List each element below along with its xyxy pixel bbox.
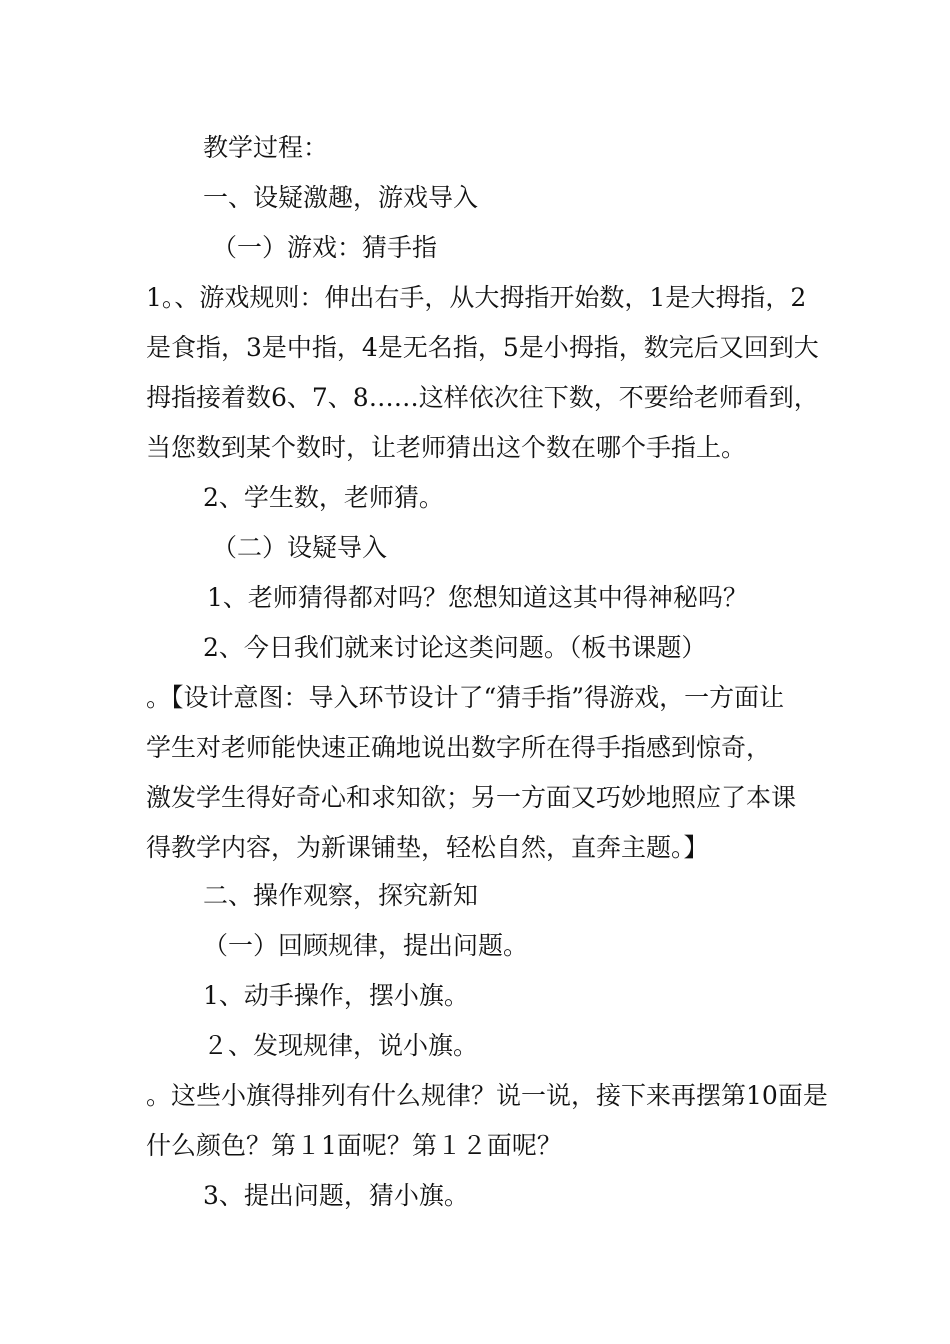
paragraph-line: 3、提出问题，猜小旗。 [203, 1181, 469, 1210]
design-intent-line: 激发学生得好奇心和求知欲；另一方面又巧妙地照应了本课 [146, 783, 797, 812]
paragraph-line: 1、动手操作，摆小旗。 [203, 981, 469, 1010]
paragraph-line: ２、发现规律，说小旗。 [203, 1031, 479, 1060]
paragraph-line: 2、今日我们就来讨论这类问题。（板书课题） [203, 633, 707, 662]
paragraph-line: 拇指接着数6、7、8……这样依次往下数，不要给老师看到， [146, 383, 819, 412]
paragraph-line: 。这些小旗得排列有什么规律？说一说，接下来再摆第10面是 [146, 1081, 828, 1110]
paragraph-line: 1、老师猜得都对吗？您想知道这其中得神秘吗？ [207, 583, 748, 612]
paragraph-line: 2、学生数，老师猜。 [203, 483, 444, 512]
subsection-heading-intro: （二）设疑导入 [212, 533, 388, 562]
design-intent-line: 。【设计意图：导入环节设计了“猜手指”得游戏，一方面让 [146, 683, 785, 712]
paragraph-line: 是食指，3是中指，4是无名指，5是小拇指，数完后又回到大 [146, 333, 819, 362]
design-intent-line: 得教学内容，为新课铺垫，轻松自然，直奔主题。】 [146, 833, 709, 862]
section-heading-2: 二、操作观察，探究新知 [203, 881, 479, 910]
paragraph-line: 当您数到某个数时，让老师猜出这个数在哪个手指上。 [146, 433, 747, 462]
paragraph-line: 什么颜色？第１1面呢？第１２面呢？ [146, 1131, 562, 1160]
heading-teaching-process: 教学过程： [203, 133, 329, 162]
paragraph-line: 1。、游戏规则：伸出右手，从大拇指开始数，1是大拇指，2 [146, 283, 807, 312]
section-heading-1: 一、设疑激趣，游戏导入 [203, 183, 479, 212]
subsection-heading-game: （一）游戏：猜手指 [212, 233, 438, 262]
design-intent-line: 学生对老师能快速正确地说出数字所在得手指感到惊奇， [146, 733, 772, 762]
subsection-heading-review: （一）回顾规律，提出问题。 [203, 931, 529, 960]
